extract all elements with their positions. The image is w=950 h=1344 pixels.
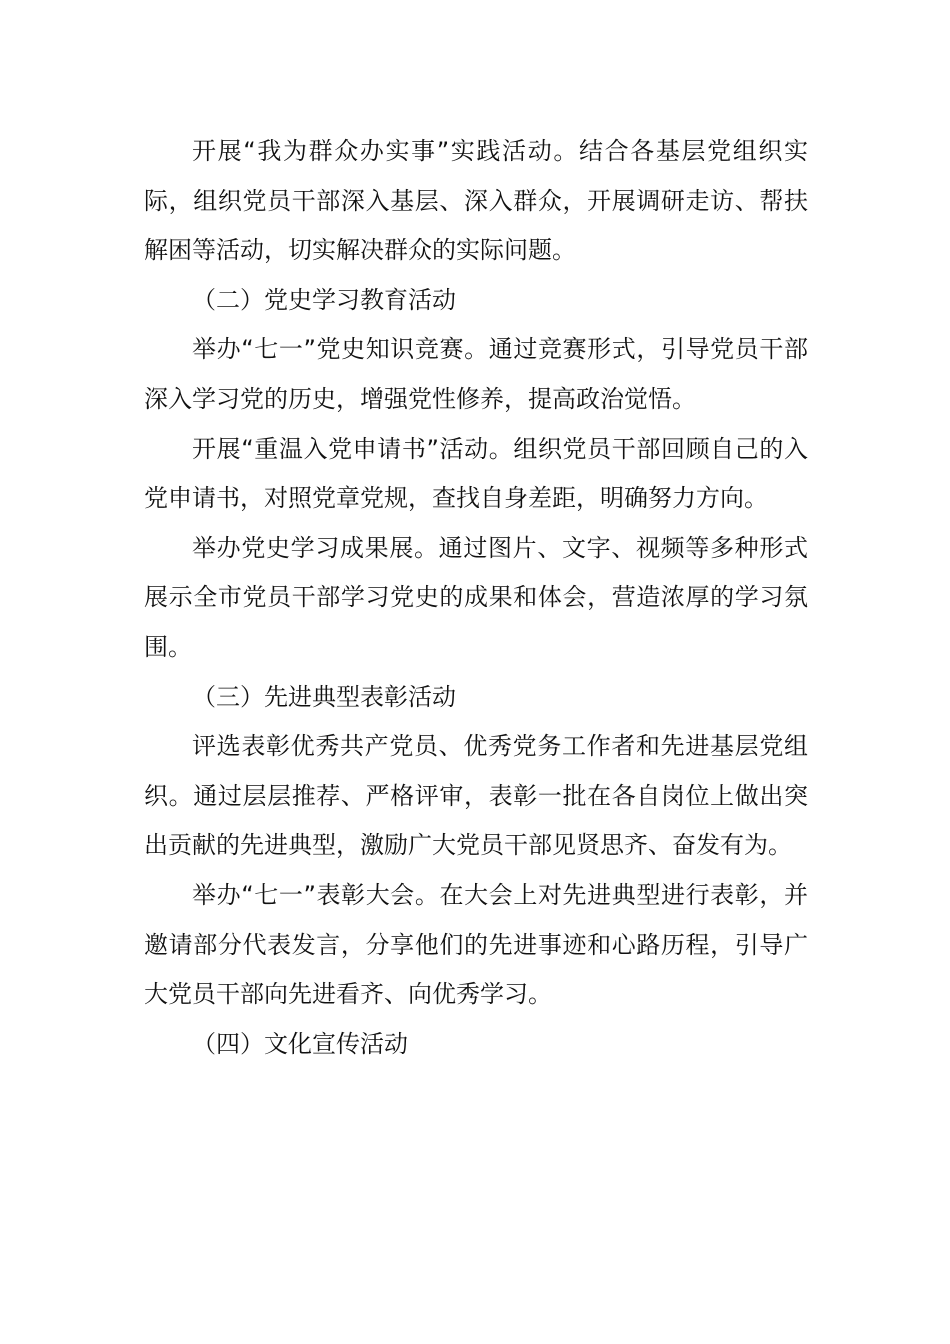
paragraph-selection-commendation: 评选表彰优秀共产党员、优秀党务工作者和先进基层党组织。通过层层推荐、严格评审，表彰一批在各自岗位上做出突出贡献的先进典型，激励广大党员干部见贤思齐、奋发有为。	[144, 732, 808, 860]
paragraph-achievement-exhibition: 举办党史学习成果展。通过图片、文字、视频等多种形式展示全市党员干部学习党史的成果和体会，营造浓厚的学习氛围。	[144, 533, 808, 661]
section-heading-party-history: （二）党史学习教育活动	[192, 285, 456, 314]
paragraph-service-practice: 开展“我为群众办实事”实践活动。结合各基层党组织实际，组织党员干部深入基层、深入群众，开展调研走访、帮扶解困等活动，切实解决群众的实际问题。	[144, 137, 808, 265]
paragraph-knowledge-contest: 举办“七一”党史知识竞赛。通过竞赛形式，引导党员干部深入学习党的历史，增强党性修养，提高政治觉悟。	[144, 335, 808, 413]
paragraph-application-review: 开展“重温入党申请书”活动。组织党员干部回顾自己的入党申请书，对照党章党规，查找自身差距，明确努力方向。	[144, 434, 808, 513]
section-heading-commendation: （三）先进典型表彰活动	[192, 682, 456, 711]
paragraph-commendation-conference: 举办“七一”表彰大会。在大会上对先进典型进行表彰，并邀请部分代表发言，分享他们的先进事迹和心路历程，引导广大党员干部向先进看齐、向优秀学习。	[144, 880, 808, 1009]
document-body	[144, 127, 808, 1069]
section-heading-culture-publicity: （四）文化宣传活动	[192, 1029, 408, 1058]
